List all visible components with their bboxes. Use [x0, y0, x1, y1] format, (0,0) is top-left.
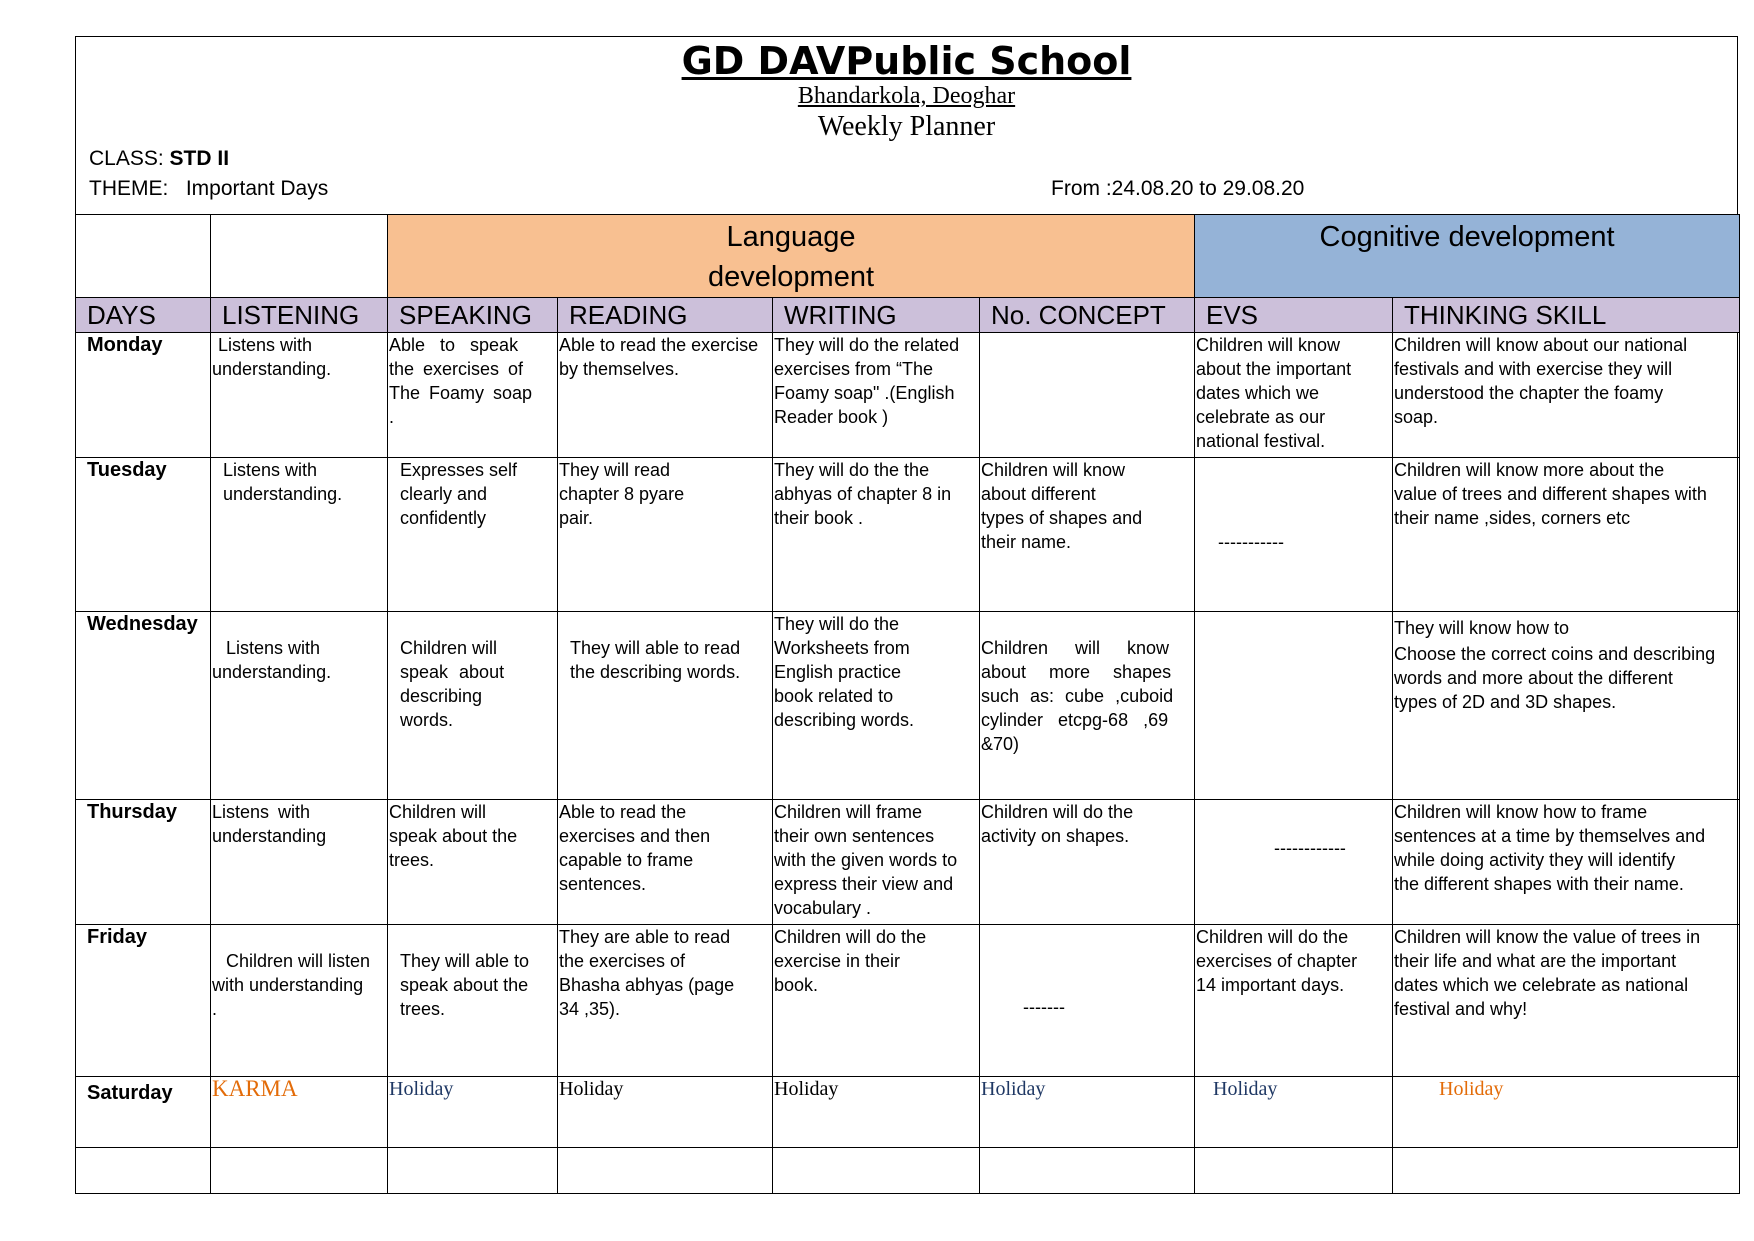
writing-cell: Children will do the exercise in their book. — [773, 925, 980, 1077]
table-row-friday — [76, 925, 1740, 1077]
planner-page — [75, 36, 1738, 1148]
writing-cell: They will do the Worksheets from English practice book related to describing words. — [773, 612, 980, 800]
evs-cell — [1195, 800, 1393, 925]
listening-cell: Listens with understanding — [211, 800, 388, 925]
band-empty-cell — [76, 215, 211, 298]
table-row-tuesday — [76, 458, 1740, 612]
thinking-skill-cell: Children will know more about the value of trees and different shapes with their name ,sides, corners etc — [1393, 458, 1740, 612]
thinking-skill-cell: Children will know how to frame sentences at a time by themselves and while doing activity they will identify the different shapes with their name. — [1393, 800, 1740, 925]
holiday-label: Holiday — [559, 1078, 624, 1100]
thinking-skill-cell: Children will know about our national festivals and with exercise they will understood the chapter the foamy soap. — [1393, 333, 1740, 458]
number-concept-cell — [980, 925, 1195, 1077]
band-empty-cell — [211, 215, 388, 298]
col-header-thinking-skill: THINKING SKILL — [1393, 298, 1740, 333]
holiday-label: Holiday — [1439, 1078, 1504, 1100]
day-cell: Monday — [76, 333, 211, 458]
evs-cell: Children will know about the important dates which we celebrate as our national festival. — [1195, 333, 1393, 458]
number-concept-cell: Children will know about more shapes such as: cube ,cuboid cylinder etcpg-68 ,69 &70) — [980, 612, 1195, 800]
thinking-skill-cell — [1393, 1077, 1740, 1194]
col-header-days: DAYS — [76, 298, 211, 333]
col-header-writing: WRITING — [773, 298, 980, 333]
date-range: From :24.08.20 to 29.08.20 — [1051, 177, 1305, 200]
table-row-monday — [76, 333, 1740, 458]
school-name: GD DAVPublic School — [681, 39, 1132, 83]
day-cell: Tuesday — [76, 458, 211, 612]
empty-dash: ------------ — [1274, 838, 1346, 858]
number-concept-cell — [980, 1077, 1195, 1194]
cognitive-development-band: Cognitive development — [1195, 215, 1740, 298]
reading-cell: Able to read the exercise by themselves. — [558, 333, 773, 458]
listening-cell: Listens with understanding. — [211, 612, 388, 800]
col-header-number-concept: No. CONCEPT — [980, 298, 1195, 333]
table-row-saturday — [76, 1077, 1740, 1194]
number-concept-cell: Children will do the activity on shapes. — [980, 800, 1195, 925]
thinking-skill-cell: They will know how to Choose the correct coins and describing words and more about the different types of 2D and 3D shapes. — [1393, 612, 1740, 800]
reading-cell: They will read chapter 8 pyare pair. — [558, 458, 773, 612]
day-cell: Wednesday — [76, 612, 211, 800]
thinking-skill-cell: Children will know the value of trees in their life and what are the important dates which we celebrate as national festival and why! — [1393, 925, 1740, 1077]
reading-cell — [558, 1077, 773, 1194]
listening-cell — [211, 1077, 388, 1194]
writing-cell: They will do the related exercises from “The Foamy soap" .(English Reader book ) — [773, 333, 980, 458]
number-concept-cell: Children will know about different types of shapes and their name. — [980, 458, 1195, 612]
day-cell: Saturday — [76, 1077, 211, 1194]
school-location: Bhandarkola, Deoghar — [797, 83, 1016, 109]
evs-cell: Children will do the exercises of chapter 14 important days. — [1195, 925, 1393, 1077]
col-header-reading: READING — [558, 298, 773, 333]
weekly-planner-table — [75, 214, 1740, 1194]
evs-cell — [1195, 1077, 1393, 1194]
empty-dash: ----------- — [1218, 532, 1284, 552]
col-header-speaking: SPEAKING — [388, 298, 558, 333]
class-line — [89, 147, 229, 171]
speaking-cell: Children will speak about describing words. — [388, 612, 558, 800]
evs-cell — [1195, 612, 1393, 800]
writing-cell: Children will frame their own sentences with the given words to express their view and vocabulary . — [773, 800, 980, 925]
planner-title: Weekly Planner — [817, 111, 996, 142]
speaking-cell: Expresses self clearly and confidently — [388, 458, 558, 612]
column-header-row — [76, 298, 1740, 333]
reading-cell: Able to read the exercises and then capable to frame sentences. — [558, 800, 773, 925]
number-concept-cell — [980, 333, 1195, 458]
writing-cell: They will do the the abhyas of chapter 8 in their book . — [773, 458, 980, 612]
listening-cell: Listens with understanding. — [211, 458, 388, 612]
band-row — [76, 215, 1740, 298]
col-header-evs: EVS — [1195, 298, 1393, 333]
karma-label: KARMA — [212, 1076, 298, 1101]
table-row-wednesday — [76, 612, 1740, 800]
day-cell: Thursday — [76, 800, 211, 925]
speaking-cell: Able to speak the exercises of The Foamy soap . — [388, 333, 558, 458]
theme-line: THEME: Important Days — [89, 177, 329, 200]
class-label: CLASS: — [89, 147, 170, 170]
empty-dash: ------- — [1023, 997, 1065, 1017]
holiday-label: Holiday — [1213, 1078, 1278, 1100]
evs-cell — [1195, 458, 1393, 612]
speaking-cell: They will able to speak about the trees. — [388, 925, 558, 1077]
reading-cell: They are able to read the exercises of Bhasha abhyas (page 34 ,35). — [558, 925, 773, 1077]
class-value: STD II — [169, 147, 230, 170]
listening-cell: Children will listen with understanding . — [211, 925, 388, 1077]
day-cell: Friday — [76, 925, 211, 1077]
language-development-band: Language development — [388, 215, 1195, 298]
col-header-listening: LISTENING — [211, 298, 388, 333]
writing-cell — [773, 1077, 980, 1194]
holiday-label: Holiday — [389, 1078, 454, 1100]
listening-cell: Listens with understanding. — [211, 333, 388, 458]
table-row-thursday — [76, 800, 1740, 925]
speaking-cell — [388, 1077, 558, 1194]
holiday-label: Holiday — [774, 1078, 839, 1100]
speaking-cell: Children will speak about the trees. — [388, 800, 558, 925]
holiday-label: Holiday — [981, 1078, 1046, 1100]
reading-cell: They will able to read the describing words. — [558, 612, 773, 800]
